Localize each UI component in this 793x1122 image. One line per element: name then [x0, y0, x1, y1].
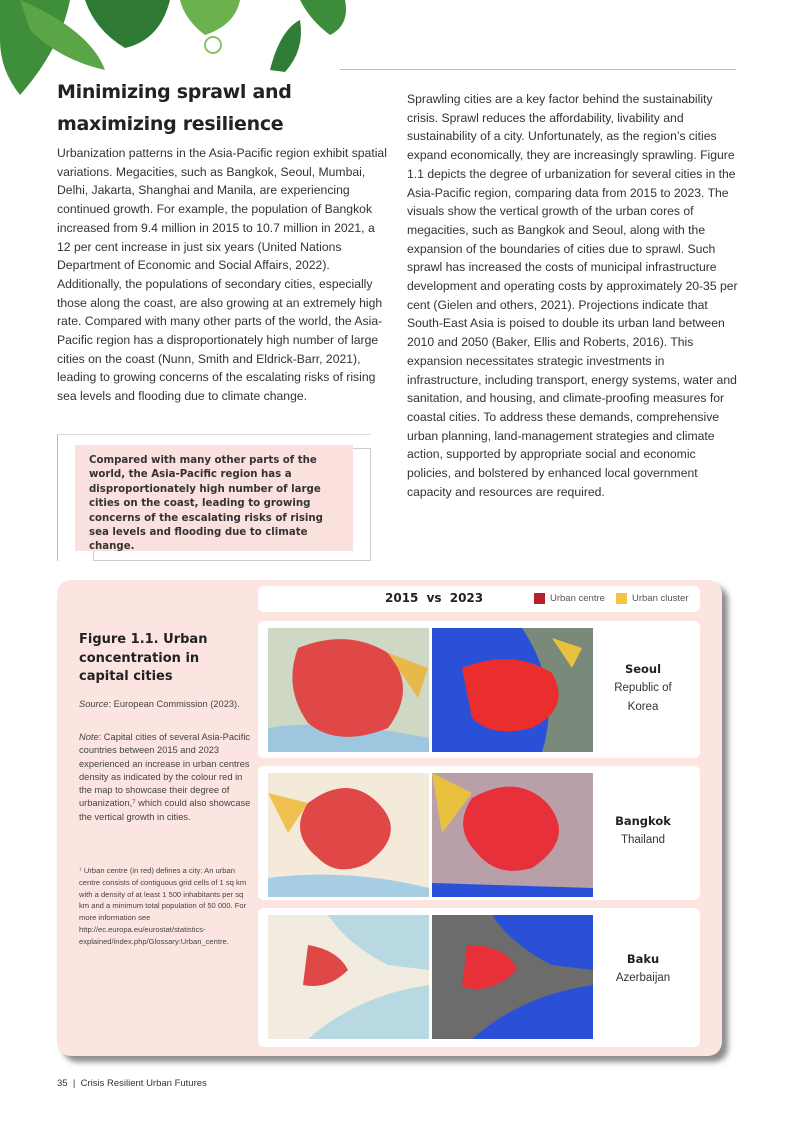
source-text: : European Commission (2023).	[108, 699, 240, 709]
figure-header	[258, 586, 700, 612]
map-2023-bangkok	[432, 773, 593, 897]
left-column-text: Urbanization patterns in the Asia-Pacific region exhibit spatial variations. Megacities, such as Bangkok, Seoul, Mumbai, Delhi, Jakarta, Shanghai and Manila, are experiencing continued growth. For example, the population of Bangkok increased from 9.4 million in 2015 to 10.7 million in 2021, a 12 per cent increase in just six years (United Nations Department of Economic and Social Affairs, 2022). Additionally, the populations of secondary cities, especially those along the coast, are also growing at an extremely high rate. Compared with many other parts of the world, the Asia-Pacific region has a disproportionately high number of large cities on the coast (Nunn, Smith and Eldrick-Barr, 2021), leading to growing concerns of the escalating risks of rising sea levels and flooding due to climate change.	[57, 146, 387, 404]
legend-label: Urban cluster	[632, 593, 689, 604]
city-name: Seoul	[624, 662, 662, 676]
map-2023-baku	[432, 915, 593, 1039]
footer-separator: |	[72, 1078, 76, 1089]
page-number: 35	[57, 1078, 68, 1089]
source-label: Source	[79, 699, 109, 709]
legend-urban-centre	[534, 593, 605, 604]
country-name: Azerbaijan	[615, 972, 671, 984]
country-name: Republic of Korea	[614, 682, 672, 713]
note-text: : Capital cities of several Asia-Pacific countries between 2015 and 2023 experienced an increase in urban centres density as indicated by the colour red in the map to showcase their degree of urbanization,⁷ which could also showcase the vertical growth in cities.	[79, 732, 251, 822]
page-footer	[57, 1078, 207, 1089]
map-2015-seoul	[268, 628, 429, 752]
figure-title: Figure 1.1. Urban concentration in capital cities	[79, 632, 208, 684]
comparison-label: 2015 vs 2023	[385, 591, 484, 605]
legend-label: Urban centre	[550, 593, 605, 604]
section-heading: Minimizing sprawl and maximizing resilience	[57, 81, 292, 135]
city-row-seoul	[258, 621, 700, 758]
note-label: Note	[79, 732, 99, 742]
legend-swatch	[534, 593, 545, 604]
city-name: Bangkok	[615, 814, 671, 828]
legend-swatch	[616, 593, 627, 604]
figure-source	[79, 698, 254, 711]
right-column-text: Sprawling cities are a key factor behind the sustainability crisis. Sprawl reduces the affordability, livability and sustainability of a city. Unfortunately, as the region’s cities expand economically, they are increasingly sprawling. Figure 1.1 depicts the degree of urbanization for several cities in the Asia-Pacific region, comparing data from 2015 to 2023. The visuals show the vertical growth of the urban cores of megacities, such as Bangkok and Seoul, along with the expansion of the boundaries of cities due to sprawl. Such sprawl has increased the costs of municipal infrastructure development and operating costs by approximately 20-35 per cent (Gielen and others, 2021). Projections indicate that South-East Asia is poised to double its urban land between 2010 and 2050 (Baker, Ellis and Roberts, 2016). This expansion necessitates strategic investments in infrastructure, including transport, energy systems, water and sanitation, and housing, and climate-proofing measures for coastal cities. To address these demands, comprehensive urban planning, land-management strategies and climate action, supported by appropriate social and economic policies, and bolstered by enhanced local government capacity and resources are required.	[407, 92, 738, 499]
country-name: Thailand	[620, 834, 666, 846]
publication-title: Crisis Resilient Urban Futures	[80, 1078, 207, 1089]
city-label	[603, 812, 683, 850]
city-label	[603, 660, 683, 717]
city-name: Baku	[626, 952, 660, 966]
map-2015-baku	[268, 915, 429, 1039]
divider	[340, 69, 736, 70]
city-row-bangkok	[258, 766, 700, 900]
figure-note	[79, 731, 254, 824]
pull-quote: Compared with many other parts of the world, the Asia-Pacific region has a disproportionately high number of large cities on the coast, leading to growing concerns of the escalating risks of rising sea levels and flooding due to climate change.	[75, 445, 353, 551]
map-2015-bangkok	[268, 773, 429, 897]
footnote: ⁷ Urban centre (in red) defines a city: An urban centre consists of contiguous grid cells of 1 sq km with a density of at least 1 500 inhabitants per sq km and a minimum total population of 50 000. For more information see http://ec.europa.eu/eurostat/statistics-explained/index.php/Glossary:Urban_centre.	[79, 866, 247, 946]
map-2023-seoul	[432, 628, 593, 752]
city-row-baku	[258, 908, 700, 1047]
legend-urban-cluster	[616, 593, 689, 604]
city-label	[603, 950, 683, 988]
